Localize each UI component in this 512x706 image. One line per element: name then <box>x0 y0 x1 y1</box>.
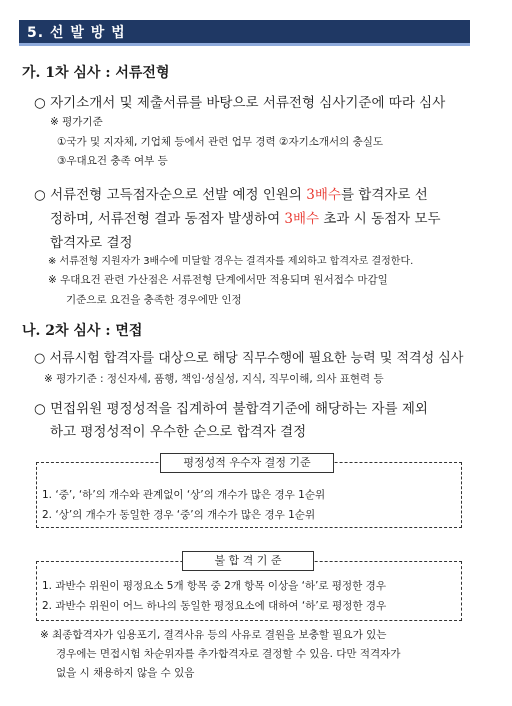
footer-note-line2: 경우에는 면접시험 차순위자를 추가합격자로 결정할 수 있음. 다만 적격자가 <box>56 648 401 660</box>
section-header <box>19 20 470 46</box>
stage1-note2-line2: 기준으로 요건을 충족한 경우에만 인정 <box>66 294 242 306</box>
stage1-criteria-line1: ①국가 및 지자체, 기업체 등에서 관련 업무 경력 ②자기소개서의 충실도 <box>57 136 384 148</box>
stage2-bullet1: ○ 서류시험 합격자를 대상으로 해당 직무수행에 필요한 능력 및 적격성 심사 <box>34 351 464 366</box>
excellence-criteria-title: 평정성적 우수자 결정 기준 <box>160 453 334 473</box>
footer-note-line3: 없을 시 채용하지 않을 수 있음 <box>56 667 195 679</box>
stage2-criteria: ※ 평가기준 : 정신자세, 품행, 책임·성실성, 지식, 직무이해, 의사 표현력 등 <box>44 373 384 385</box>
stage2-bullet2-line2: 하고 평정성적이 우수한 순으로 합격자 결정 <box>50 424 307 440</box>
excellence-criteria-item-1: 1. ‘중’, ‘하’의 개수와 관계없이 ‘상’의 개수가 많은 경우 1순위 <box>42 489 326 501</box>
bullet2-line2-c: 초과 시 동점자 모두 <box>319 211 441 227</box>
stage1-bullet2-line3: 합격자로 결정 <box>50 235 133 251</box>
failure-criteria-item-1: 1. 과반수 위원이 평정요소 5개 항목 중 2개 항목 이상을 ‘하’로 평정한 경우 <box>42 580 386 592</box>
stage1-title: 가. 1차 심사 : 서류전형 <box>22 65 170 81</box>
stage1-criteria-label: ※ 평가기준 <box>50 116 103 128</box>
stage2-bullet2-line1: ○ 면접위원 평정성적을 집계하여 불합격기준에 해당하는 자를 제외 <box>34 401 428 417</box>
triple-highlight-2: 3배수 <box>284 211 320 227</box>
stage1-bullet2-line1 <box>34 183 428 203</box>
section-title: 5. 선 발 방 법 <box>27 25 126 41</box>
stage1-criteria-line2: ③우대요건 충족 여부 등 <box>57 155 168 167</box>
stage1-note2-line1: ※ 우대요건 관련 가산점은 서류전형 단계에서만 적용되며 원서접수 마감일 <box>48 274 388 286</box>
failure-criteria-title: 불 합 격 기 준 <box>182 551 314 571</box>
stage2-title: 나. 2차 심사 : 면접 <box>22 323 143 339</box>
footer-note-line1: ※ 최종합격자가 임용포기, 결격사유 등의 사유로 결원을 보충할 필요가 있는 <box>40 629 387 641</box>
triple-highlight: 3배수 <box>306 187 341 203</box>
failure-criteria-item-2: 2. 과반수 위원이 어느 하나의 동일한 평정요소에 대하여 ‘하’로 평정한 경우 <box>42 600 387 612</box>
stage1-bullet2-line2 <box>50 207 441 227</box>
stage1-bullet1: ○ 자기소개서 및 제출서류를 바탕으로 서류전형 심사기준에 따라 심사 <box>34 95 446 111</box>
bullet2-text-c: 를 합격자로 선 <box>340 187 428 203</box>
bullet2-line2-a: 정하며, 서류전형 결과 동점자 발생하여 <box>50 211 285 227</box>
excellence-criteria-item-2: 2. ‘상’의 개수가 동일한 경우 ‘중’의 개수가 많은 경우 1순위 <box>42 509 316 521</box>
stage1-note1: ※ 서류전형 지원자가 3배수에 미달할 경우는 결격자를 제외하고 합격자로 결정한다. <box>48 256 414 267</box>
bullet2-text-a: ○ 서류전형 고득점자순으로 선발 예정 인원의 <box>34 187 307 203</box>
